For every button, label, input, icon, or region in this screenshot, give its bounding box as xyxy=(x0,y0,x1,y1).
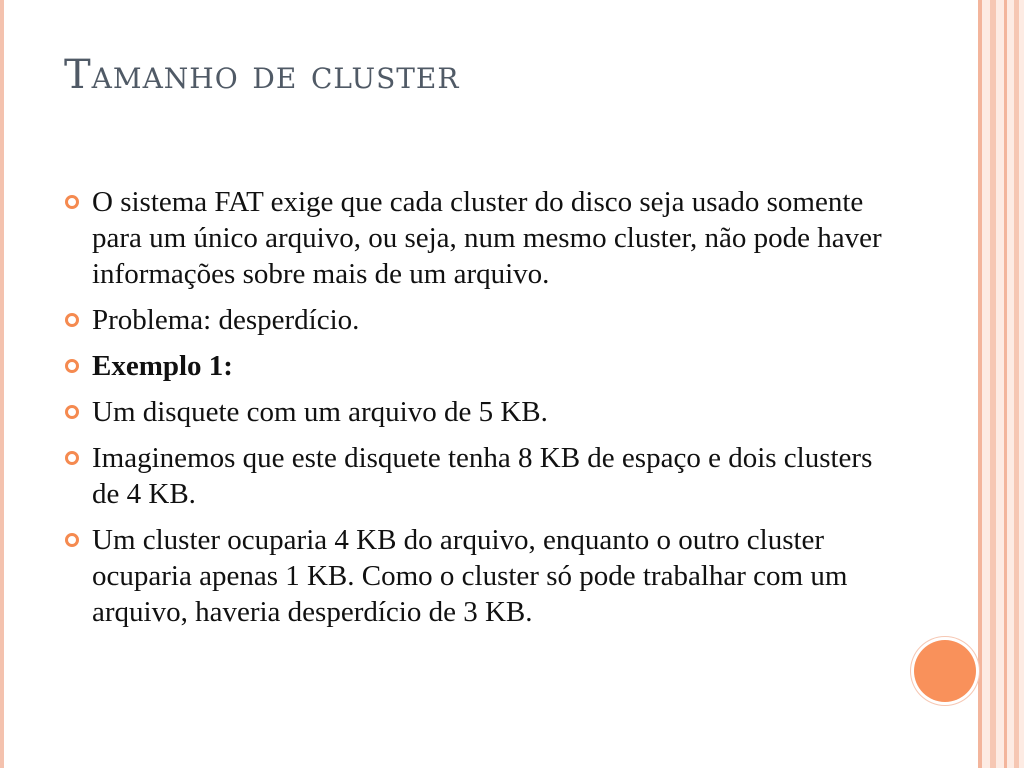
right-border-line xyxy=(1004,0,1007,768)
bullet-item xyxy=(64,184,884,292)
bullet-circle-icon xyxy=(65,195,79,209)
right-border-line xyxy=(1014,0,1019,768)
accent-circle-decoration xyxy=(914,640,976,702)
bullet-item xyxy=(64,302,884,338)
bullet-circle-icon xyxy=(65,533,79,547)
slide-title: Tamanho de cluster xyxy=(64,52,460,98)
bullet-item xyxy=(64,394,884,430)
bullet-circle-icon xyxy=(65,313,79,327)
bullet-text: Problema: desperdício. xyxy=(92,304,360,336)
right-border-line xyxy=(990,0,996,768)
bullet-text: Um disquete com um arquivo de 5 KB. xyxy=(92,396,548,428)
bullet-list xyxy=(64,184,884,640)
bullet-item xyxy=(64,522,884,630)
bullet-circle-icon xyxy=(65,451,79,465)
bullet-item xyxy=(64,348,884,384)
bullet-item xyxy=(64,440,884,512)
bullet-text: Um cluster ocuparia 4 KB do arquivo, enquanto o outro cluster ocuparia apenas 1 KB. Como o cluster só pode trabalhar com um arquivo, haveria desperdício de 3 KB. xyxy=(92,524,848,628)
bullet-circle-icon xyxy=(65,405,79,419)
bullet-circle-icon xyxy=(65,359,79,373)
right-border-line xyxy=(978,0,982,768)
bullet-text: O sistema FAT exige que cada cluster do disco seja usado somente para um único arquivo, ou seja, num mesmo cluster, não pode haver informações sobre mais de um arquivo. xyxy=(92,186,882,290)
left-border-stripe xyxy=(0,0,4,768)
bullet-text: Imaginemos que este disquete tenha 8 KB de espaço e dois clusters de 4 KB. xyxy=(92,442,873,510)
bullet-text: Exemplo 1: xyxy=(92,350,233,382)
